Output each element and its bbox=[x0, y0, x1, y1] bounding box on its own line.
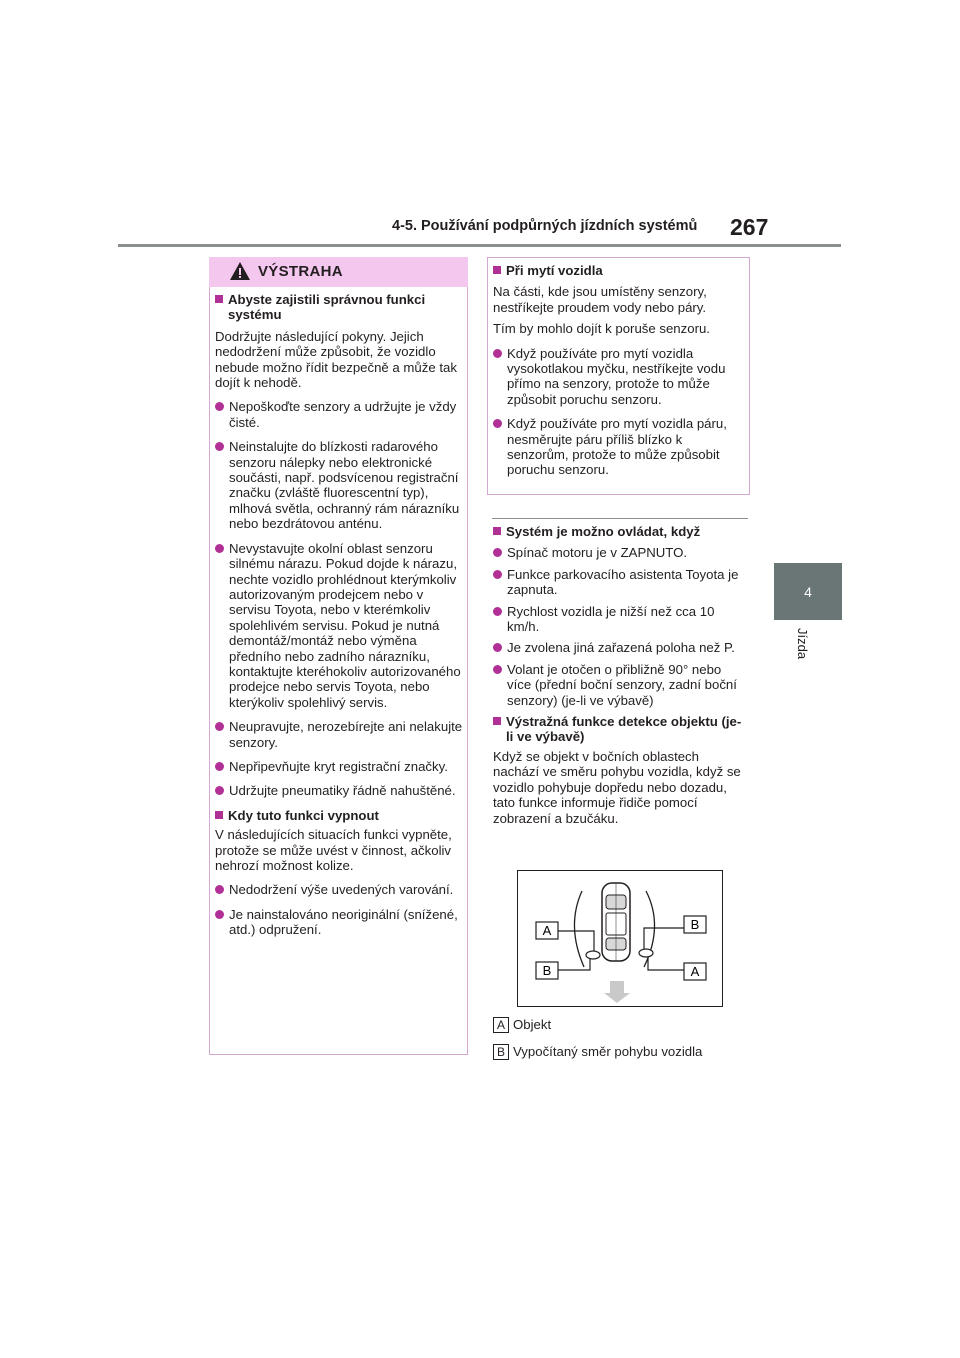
system-content bbox=[493, 524, 748, 826]
warning-title: VÝSTRAHA bbox=[258, 263, 343, 280]
page-number: 267 bbox=[730, 214, 769, 240]
list-item: Když používáte pro mytí vozidla páru, nesměrujte páru příliš blízko k senzorům, protože to může způsobit poruchu senzoru. bbox=[493, 416, 743, 478]
square-bullet-icon bbox=[493, 266, 501, 274]
bullet-icon bbox=[215, 762, 224, 771]
list-item: Nepřipevňujte kryt registrační značky. bbox=[215, 759, 463, 774]
list-item: Funkce parkovacího asistenta Toyota je zapnuta. bbox=[493, 567, 748, 598]
bullet-icon bbox=[493, 548, 502, 557]
figure-label-b: B bbox=[690, 917, 700, 932]
list-item: Nedodržení výše uvedených varování. bbox=[215, 882, 463, 897]
list-item: Rychlost vozidla je nižší než cca 10 km/h. bbox=[493, 604, 748, 635]
figure-label-a: A bbox=[690, 964, 700, 979]
bullet-icon bbox=[215, 442, 224, 451]
wash-heading: Při mytí vozidla bbox=[493, 263, 743, 278]
section-rule bbox=[492, 518, 748, 519]
list-item: Neinstalujte do blízkosti radarového senzoru nálepky nebo elektronické součásti, např. podsvícenou registrační značku (zvláště fluorescentní typ), mlhová světla, ochranný rám nárazníku nebo bezdrátovou anténu. bbox=[215, 439, 463, 531]
wash-paragraph-1: Na části, kde jsou umístěny senzory, nestříkejte proudem vody nebo páry. bbox=[493, 284, 707, 315]
list-item: Spínač motoru je v ZAPNUTO. bbox=[493, 545, 748, 560]
square-bullet-icon bbox=[493, 527, 501, 535]
chapter-label-wrap bbox=[786, 628, 826, 678]
system-paragraph: Když se objekt v bočních oblastech nachází ve směru pohybu vozidla, když se vozidlo pohybuje dopředu nebo dozadu, tato funkce informuje řidiče pomocí zobrazení a bzučáku. bbox=[493, 748, 741, 826]
chapter-tab bbox=[774, 563, 842, 620]
list-item: Nevystavujte okolní oblast senzoru silnému nárazu. Pokud dojde k nárazu, nechte vozidlo prohlédnout kterýmkoliv autorizovaným prodejcem nebo v servisu Toyota, nebo v kterémkoliv spolehlivém servisu. Pokud je nutná demontáž/montáž nebo výměna předního nebo zadního nárazníku, kontaktujte kteréhokoliv autorizovaného prodejce nebo servis Toyota, nebo kterýkoliv spolehlivý servis. bbox=[215, 541, 463, 710]
list-item: Když používáte pro mytí vozidla vysokotlakou myčku, nestříkejte vodu přímo na senzory, protože to může způsobit poruchu senzoru. bbox=[493, 346, 743, 408]
car-sensor-illustration bbox=[518, 871, 722, 1006]
warning-triangle-icon bbox=[229, 261, 251, 281]
warning-heading-1: Abyste zajistili správnou funkci systému bbox=[215, 292, 463, 323]
bullet-icon bbox=[215, 786, 224, 795]
chapter-number: 4 bbox=[804, 583, 812, 600]
bullet-icon bbox=[215, 402, 224, 411]
sensor-diagram bbox=[517, 870, 723, 1007]
list-item: Je nainstalováno neoriginální (snížené, atd.) odpružení. bbox=[215, 907, 463, 938]
bullet-icon bbox=[215, 544, 224, 553]
motion-arrow-icon bbox=[604, 981, 630, 1003]
system-heading: Systém je možno ovládat, když bbox=[493, 524, 748, 539]
list-item: Udržujte pneumatiky řádně nahuštěné. bbox=[215, 783, 463, 798]
legend-text-a: Objekt bbox=[513, 1017, 552, 1032]
list-item: Je zvolena jiná zařazená poloha než P. bbox=[493, 640, 748, 655]
section-title: 4-5. Používání podpůrných jízdních systémů bbox=[392, 218, 698, 234]
bullet-icon bbox=[215, 885, 224, 894]
bullet-icon bbox=[215, 722, 224, 731]
bullet-icon bbox=[493, 607, 502, 616]
wash-paragraph-2: Tím by mohlo dojít k poruše senzoru. bbox=[493, 321, 710, 337]
legend-text-b: Vypočítaný směr pohybu vozidla bbox=[513, 1044, 703, 1059]
bullet-icon bbox=[215, 910, 224, 919]
warning-content bbox=[215, 292, 463, 938]
car-icon bbox=[602, 883, 630, 961]
figure-label-b: B bbox=[542, 963, 552, 978]
bullet-icon bbox=[493, 419, 502, 428]
warning-intro: Dodržujte následující pokyny. Jejich nedodržení může způsobit, že vozidlo nebude možno řídit bezpečně a může tak dojít k nehodě. bbox=[215, 328, 457, 391]
square-bullet-icon bbox=[215, 811, 223, 819]
legend-key-a: A bbox=[493, 1017, 509, 1033]
detection-arc-left bbox=[574, 891, 584, 967]
list-item: Volant je otočen o přibližně 90° nebo více (přední boční senzory, zadní boční senzory) (je-li ve výbavě) bbox=[493, 662, 748, 708]
chapter-label: Jízda bbox=[795, 628, 810, 660]
bullet-icon bbox=[493, 570, 502, 579]
warning-intro-2: V následujících situacích funkci vypněte, protože se může uvést v činnost, ačkoliv nehrozí možnost kolize. bbox=[215, 827, 452, 873]
header-rule bbox=[118, 244, 841, 247]
bullet-icon bbox=[493, 643, 502, 652]
warning-heading-2: Kdy tuto funkci vypnout bbox=[215, 808, 463, 823]
square-bullet-icon bbox=[215, 295, 223, 303]
figure-label-a: A bbox=[542, 923, 552, 938]
wash-content bbox=[493, 263, 743, 478]
legend-item-b bbox=[493, 1044, 702, 1060]
list-item: Nepoškoďte senzory a udržujte je vždy čisté. bbox=[215, 399, 463, 430]
list-item: Neupravujte, nerozebírejte ani nelakujte senzory. bbox=[215, 719, 463, 750]
square-bullet-icon bbox=[493, 717, 501, 725]
system-heading-2: Výstražná funkce detekce objektu (je-li ve výbavě) bbox=[493, 714, 748, 745]
bullet-icon bbox=[493, 665, 502, 674]
warning-header bbox=[209, 257, 468, 287]
legend-key-b: B bbox=[493, 1044, 509, 1060]
bullet-icon bbox=[493, 349, 502, 358]
legend-item-a bbox=[493, 1017, 551, 1033]
